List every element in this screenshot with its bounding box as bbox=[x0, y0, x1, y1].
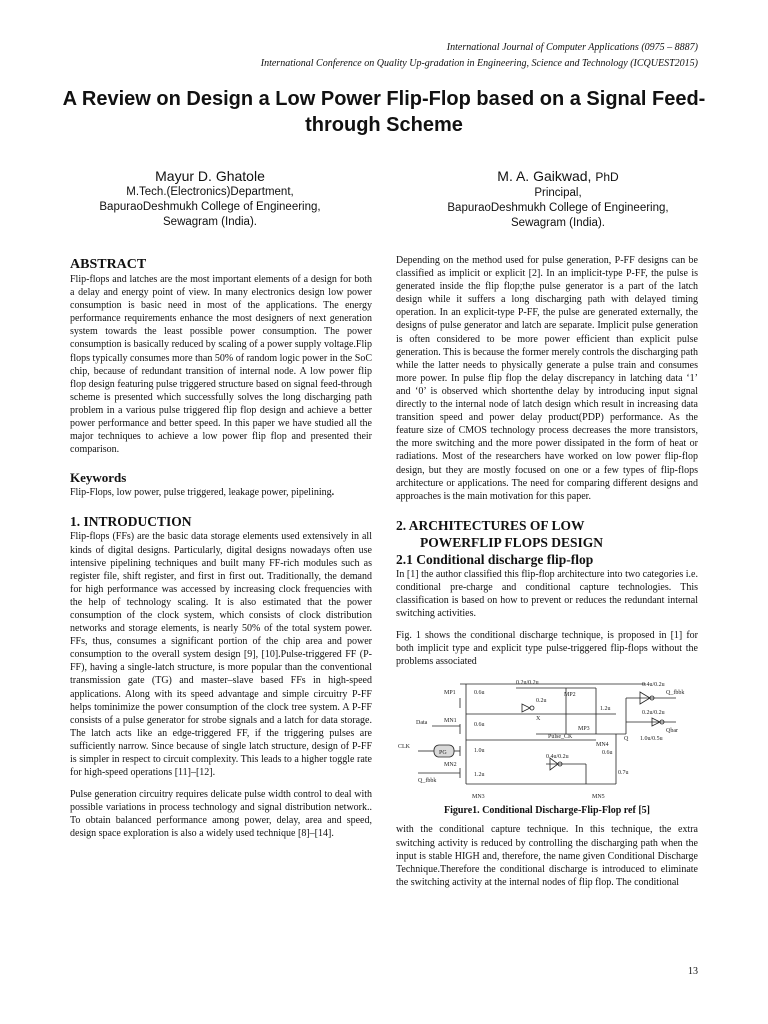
figure-caption: Figure1. Conditional Discharge-Flip-Flop ref [5] bbox=[443, 805, 650, 817]
author-name: M. A. Gaikwad, PhD bbox=[497, 168, 619, 184]
size-label: 0.2u bbox=[536, 698, 547, 705]
left-column bbox=[70, 254, 372, 841]
label-x-node: X bbox=[536, 716, 541, 723]
paper-title: A Review on Design a Low Power Flip-Flop based on a Signal Feed-through Scheme bbox=[62, 88, 706, 136]
author-affiliation: BapuraoDeshmukh College of Engineering, bbox=[447, 202, 669, 214]
label-q-fbbk-out: Q_fbbk bbox=[666, 690, 685, 697]
label-mn1: MN1 bbox=[444, 718, 457, 725]
introduction-heading: 1. INTRODUCTION bbox=[70, 514, 192, 530]
section-2-heading: 2. ARCHITECTURES OF LOW POWERFLIP FLOPS DESIGN bbox=[396, 517, 604, 550]
size-label: 1.0u bbox=[474, 748, 485, 755]
circuit-diagram-figure bbox=[396, 674, 698, 802]
author-name: Mayur D. Ghatole bbox=[155, 168, 265, 184]
label-clk: CLK bbox=[398, 744, 410, 751]
author-block-1 bbox=[60, 167, 360, 230]
label-mn4: MN4 bbox=[596, 742, 609, 749]
author-affiliation: Sewagram (India). bbox=[163, 216, 257, 228]
conditional-discharge-paragraph: In [1] the author classified this flip-flop architecture into two categories i.e. conditional pre-charge and conditional capture technologies. This classification is based on how to prevent or reduces the redundant internal switching activities. bbox=[396, 568, 698, 620]
intro-paragraph-2: Pulse generation circuitry requires delicate pulse width control to deal with possible variations in process technology and signal distribution network.. To obtain balanced performance among power, delay, area and speed, design space exploration is also a widely used technique [8]–[14]. bbox=[70, 789, 372, 840]
journal-header: International Journal of Computer Applications (0975 – 8887) bbox=[446, 42, 698, 53]
keywords-heading: Keywords bbox=[70, 470, 127, 486]
size-label: 0.4u/0.2u bbox=[642, 682, 665, 689]
label-mn2: MN2 bbox=[444, 762, 457, 769]
size-label: 0.6u bbox=[474, 690, 485, 697]
label-qbar: Qbar bbox=[666, 728, 678, 735]
size-label: 0.4u/0.2u bbox=[546, 754, 569, 761]
label-mp3: MP3 bbox=[578, 726, 590, 733]
label-mp1: MP1 bbox=[444, 690, 456, 697]
label-data: Data bbox=[416, 720, 428, 727]
size-label: 1.2u bbox=[474, 772, 485, 779]
size-label: 0.7u bbox=[618, 770, 629, 777]
pff-classification-paragraph: Depending on the method used for pulse generation, P-FF designs can be classified as implicit or explicit [2]. In an implicit-type P-FF, the pulse is generated inside the flip flop;the pulse generator is a part of the latch design while it suffers a long discharging path with delayed timing operation. In an explicit-type P-FF, the pulse are generated externally, the designs of pulse generator and latch are separate. Implicit pulse generation is often considered to be more power efficient than explicit pulse generation. This is because the former merely controls the discharging path while the latter needs to physically generate a pulse train and consumes more power. In pulse flip flop the delay discrepancy in latching data ‘1’ and ‘0’ is observed which shortenthe delay by introducing input signal directly to the internal node of latch design which result in increasing data transition speed and power delay product(PDP) performance. As the feature size of CMOS technology process decreases the more transistors, the more switching and the more power dissipated in the form of heat or radiations. Most of the researchers have worked on low power flip-flop design, but they are mostly focused on one or a few types of flip-flops architecture or applications. The need for comparing different designs and approaches is the main motivation for this paper. bbox=[396, 255, 698, 502]
keywords-text: Flip-Flops, low power, pulse triggered, leakage power, pipelining. bbox=[70, 487, 335, 499]
author-block-2 bbox=[408, 167, 708, 231]
size-label: 1.2u bbox=[600, 706, 611, 713]
label-q-fbbk-in: Q_fbbk bbox=[418, 778, 437, 785]
conditional-capture-paragraph: with the conditional capture technique. In this technique, the extra switching activity is reduced by controlling the discharging path when the input is stable HIGH and, therefore, the name given Conditional Discharge Technique.Therefore the conditional discharge is introduced to eliminate the switching activity at the internal nodes of flip flop. The conditional bbox=[396, 824, 698, 888]
label-pulse-ck: Pulse_CK bbox=[548, 734, 573, 741]
label-mn3: MN3 bbox=[472, 794, 485, 801]
size-label: 0.2u/0.2u bbox=[516, 680, 539, 687]
author-affiliation: Principal, bbox=[534, 187, 582, 199]
label-mn5: MN5 bbox=[592, 794, 605, 801]
conference-header: International Conference on Quality Up-gradation in Engineering, Science and Technology (ICQUEST2015) bbox=[260, 58, 698, 69]
label-pg: PG bbox=[439, 750, 447, 757]
author-affiliation: M.Tech.(Electronics)Department, bbox=[126, 186, 294, 198]
size-label: 0.6u bbox=[474, 722, 485, 729]
size-label: 1.0u/0.5u bbox=[640, 736, 663, 743]
label-mp2: MP2 bbox=[564, 692, 576, 699]
subsection-2-1-heading: 2.1 Conditional discharge flip-flop bbox=[396, 551, 594, 567]
label-q: Q bbox=[624, 736, 629, 743]
intro-paragraph-1: Flip-flops (FFs) are the basic data storage elements used extensively in all kinds of digital designs. Particularly, digital designs nowadays often use intensive pipelining techniques and built many FF-rich modules such as register file, shift register, and first in first out. Traditionally, the demand for high performance was accessed by increasing clock frequencies with the help of technology scaling. It is also estimated that the power consumption of the clock system, which consists of clock distribution networks and storage elements, is nearly 50% of the total system power. FFs, thus, consumes a significant portion of the chip area and power consumption to the overall system design [9], [10].Pulse-triggered FF (P-FF), having a single-latch structure, is more popular than the conventional transmission gate (TG) and master–slave based FFs in high-speed applications. Along with its speed advantage and simple circuitry P-FF helps tominimize the power consumption of the clock tree system. A P-FF consists of a pulse generator for strobe signals and a latch for data storage. The latch acts like an edge-triggered FF, if the triggering pulses are sufficiently narrow. Since because of single latch structure, design of P-FF is simpler in respect to circuit complexity. This leads to a higher toggle rate for high-speed operations [11]–[12]. bbox=[70, 531, 372, 779]
abstract-heading: ABSTRACT bbox=[70, 257, 147, 272]
size-label: 0.2u/0.2u bbox=[642, 710, 665, 717]
right-column bbox=[396, 254, 698, 889]
abstract-text: Flip-flops and latches are the most important elements of a design for both a delay and energy point of view. In many electronics design low power consumption is basic need in most of the applications. The energy performance requirements enhance the most designers of next generation system towards the least possible power consumption. The power consumption is basically reduced by scaling of a power supply voltage.Flip flops typically consumes more than 50% of random logic power in the SoC chip, because of redundant transition of internal node. A low power flip flop design featuring pulse triggered structure based on signal feed-through scheme is presented which successfully solves the long discharging path problem in a various pulse triggered flip flop design and achieve a better power performance and better speed. In this paper we have studied all the major techniques to achieve a low power flip flop and presented their comparison. bbox=[70, 274, 372, 456]
author-affiliation: BapuraoDeshmukh College of Engineering, bbox=[99, 201, 321, 213]
circuit-diagram bbox=[396, 674, 698, 802]
size-label: 0.6u bbox=[602, 750, 613, 757]
author-affiliation: Sewagram (India). bbox=[511, 217, 605, 229]
figure-reference-paragraph: Fig. 1 shows the conditional discharge technique, is proposed in [1] for both implicit type and explicit type pulse-triggered flip-flops without the problems associated bbox=[396, 630, 698, 668]
page-number: 13 bbox=[688, 966, 698, 977]
